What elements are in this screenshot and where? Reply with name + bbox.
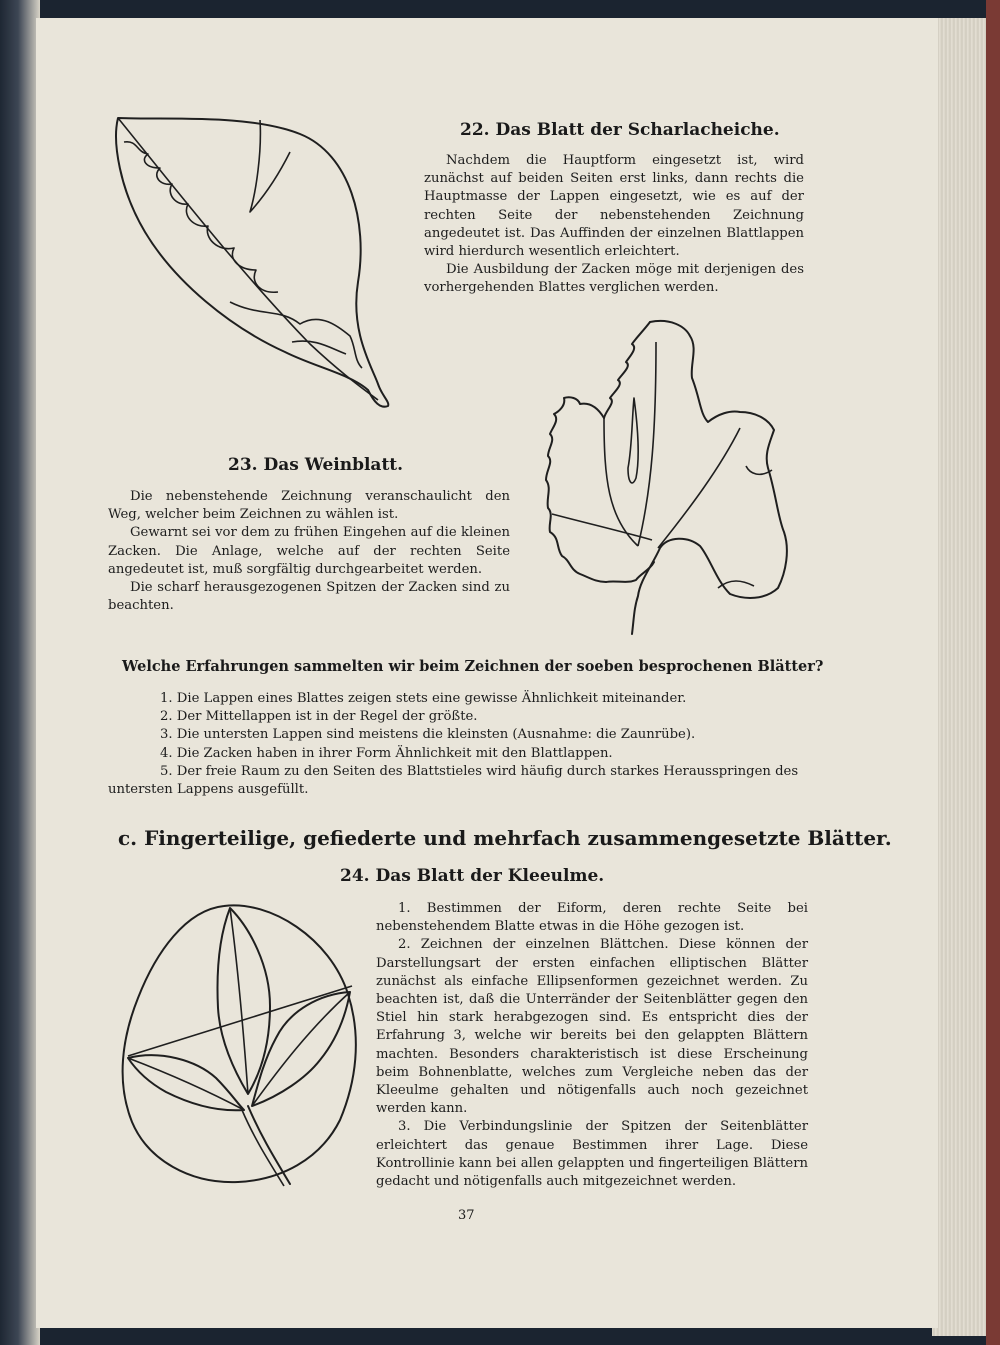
page-number: 37 [458, 1208, 475, 1223]
section-c-title: c. Fingerteilige, gefiederte und mehrfach zusammengesetzte Blätter. [118, 826, 892, 850]
section-23-paragraph-3: Die scharf herausgezogenen Spitzen der Zacken sind zu beachten. [108, 580, 510, 614]
section-22-text [424, 152, 804, 298]
section-23-title: 23. Das Weinblatt. [228, 455, 404, 475]
section-22-paragraph-1: Nachdem die Hauptform eingesetzt ist, wird zunächst auf beiden Seiten erst links, dann rechts die Hauptmasse der Lappen eingesetzt, wie es auf der rechten Seite der nebenstehenden Zeichnung angedeutet ist. Das Auffinden der einzelnen Blattlappen wird hierdurch wesentlich erleichtert. [424, 153, 804, 260]
vine-leaf-drawing [540, 318, 800, 638]
list-item: 2. Der Mittellappen ist in der Regel der größte. [160, 709, 478, 725]
list-item: 3. Die untersten Lappen sind meistens die kleinsten (Ausnahme: die Zaunrübe). [160, 727, 696, 743]
section-24-paragraph-1: 1. Bestimmen der Eiform, deren rechte Seite bei nebenstehendem Blatte etwas in die Höhe gezogen ist. [376, 901, 808, 935]
list-item: 4. Die Zacken haben in ihrer Form Ähnlichkeit mit den Blattlappen. [160, 745, 613, 761]
section-23-paragraph-1: Die nebenstehende Zeichnung veranschaulicht den Weg, welcher beim Zeichnen zu wählen ist. [108, 489, 510, 523]
list-item: 1. Die Lappen eines Blattes zeigen stets eine gewisse Ähnlichkeit miteinander. [160, 691, 687, 706]
book-cover-edge [986, 0, 1000, 1345]
kleeulme-leaf-drawing [120, 898, 360, 1198]
experiences-question-title: Welche Erfahrungen sammelten wir beim Zeichnen der soeben besprochenen Blätter? [122, 658, 824, 675]
book-spine-left [0, 0, 40, 1345]
section-24-paragraph-3: 3. Die Verbindungslinie der Spitzen der Seitenblätter erleichtert das genaue Bestimmen ihrer Lage. Diese Kontrollinie kann bei allen gelappten und fingerteiligen Blättern gedacht und nötigenfalls auch mitgezeichnet werden. [376, 1119, 808, 1190]
section-24-paragraph-2: 2. Zeichnen der einzelnen Blättchen. Diese können der Darstellungsart der ersten einfachen elliptischen Blätter zunächst als einfache Ellipsenformen gezeichnet werden. Zu beachten ist, daß die Unterränder der Seitenblätter gegen den Stiel hin stark herabgezogen sind. Es entspricht dies der Erfahrung 3, welche wir bereits bei den gelappten Blättern machten. Besonders charakteristisch ist diese Erscheinung beim Bohnenblatte, welches zum Vergleiche neben das der Kleeulme gehalten und nötigenfalls auch noch gezeichnet werden kann. [376, 937, 808, 1117]
experiences-list [108, 690, 808, 799]
section-22-title: 22. Das Blatt der Scharlacheiche. [460, 120, 780, 140]
section-24-title: 24. Das Blatt der Kleeulme. [340, 866, 605, 886]
page-edges-right [932, 18, 988, 1336]
scarlet-oak-leaf-drawing [110, 112, 400, 412]
section-24-text [376, 900, 808, 1191]
list-item: 5. Der freie Raum zu den Seiten des Blattstieles wird häufig durch starkes Herausspringen des untersten Lappens ausgefüllt. [108, 763, 799, 798]
section-23-paragraph-2: Gewarnt sei vor dem zu frühen Eingehen auf die kleinen Zacken. Die Anlage, welche auf der rechten Seite angedeutet ist, muß sorgfältig durchgearbeitet werden. [108, 525, 510, 577]
section-22-paragraph-2: Die Ausbildung der Zacken möge mit derjenigen des vorhergehenden Blattes verglichen werden. [424, 262, 804, 296]
section-23-text [108, 488, 510, 615]
